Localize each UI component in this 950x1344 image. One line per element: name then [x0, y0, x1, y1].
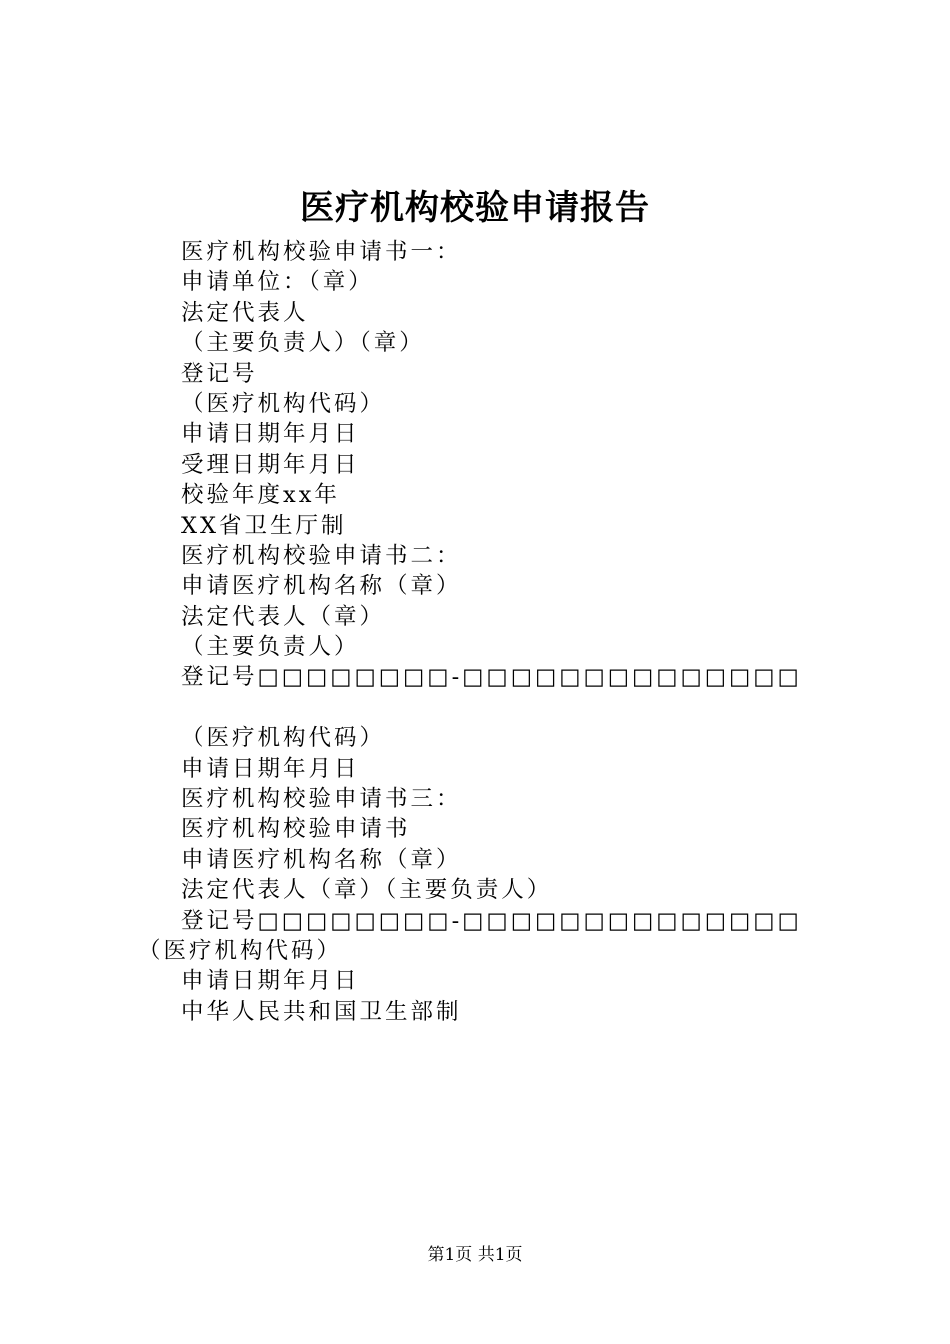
text-line: 医疗机构校验申请书二： — [181, 542, 462, 569]
text-line: 医疗机构校验申请书三： — [181, 786, 462, 813]
text-line: （主要负责人）（章） — [181, 330, 425, 357]
text-line: （医疗机构代码） — [181, 725, 386, 752]
text-line: XX省卫生厅制 — [181, 512, 347, 539]
text-line: 登记号□□□□□□□□-□□□□□□□□□□□□□□ — [181, 664, 802, 691]
text-line: 法定代表人（章） — [181, 603, 386, 630]
text-line: 医疗机构校验申请书一： — [181, 239, 462, 265]
text-line: 申请医疗机构名称（章） — [181, 573, 462, 600]
text-line: 受理日期年月日 — [181, 451, 360, 478]
text-line: （主要负责人） — [181, 634, 360, 661]
document-title: 医疗机构校验申请报告 — [300, 188, 650, 228]
text-line: 法定代表人 — [181, 299, 309, 326]
text-line: 校验年度xx年 — [181, 482, 340, 509]
text-line: 申请日期年月日 — [181, 421, 360, 448]
text-line: 法定代表人（章）（主要负责人） — [181, 877, 553, 904]
text-line: 申请医疗机构名称（章） — [181, 846, 462, 873]
text-line: 申请日期年月日 — [181, 968, 360, 995]
document-body — [138, 237, 898, 1027]
blank-line — [138, 693, 898, 723]
text-line: 申请单位：（章） — [181, 269, 374, 296]
text-line: 登记号□□□□□□□□-□□□□□□□□□□□□□□ — [181, 907, 802, 934]
text-line: 申请日期年月日 — [181, 755, 360, 782]
text-line: （医疗机构代码） — [138, 937, 343, 964]
text-line: 中华人民共和国卫生部制 — [181, 998, 462, 1025]
text-line: （医疗机构代码） — [181, 390, 386, 417]
page-footer: 第1页 共1页 — [427, 1245, 523, 1265]
text-line: 登记号 — [181, 360, 258, 387]
text-line: 医疗机构校验申请书 — [181, 816, 411, 843]
